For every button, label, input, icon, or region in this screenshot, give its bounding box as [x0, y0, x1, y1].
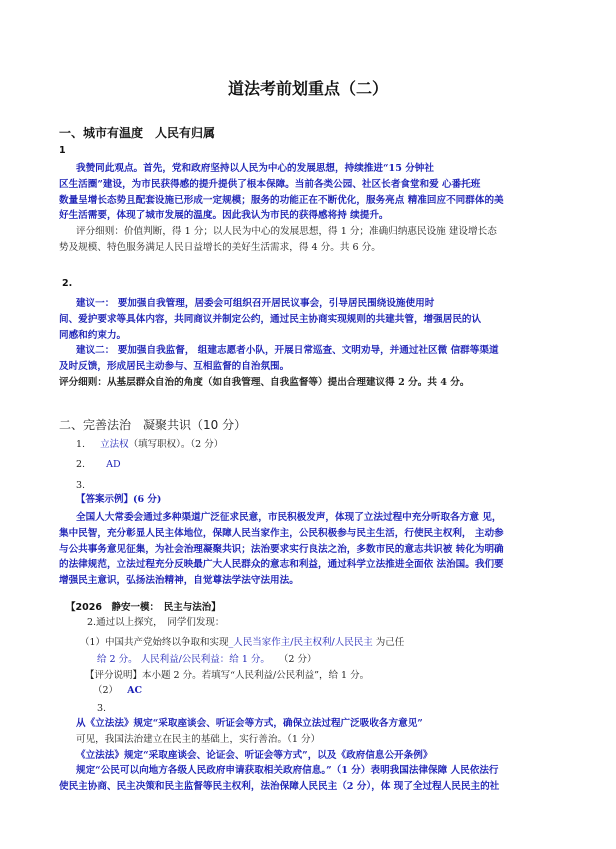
question-number-1: 1 [59, 145, 66, 156]
item-1-score [97, 652, 317, 667]
answer-number-3: 3. [76, 480, 86, 491]
answer-2 [76, 457, 121, 472]
scoring-note: 【评分说明】本小题 2 分。若填写“人民利益/公民利益”，给 1 分。 [85, 670, 370, 681]
answer-line: 从《立法法》规定“采取座谈会、听证会等方式，确保立法过程广泛吸收各方意见” [76, 718, 423, 729]
answer-number: 2. [76, 459, 86, 470]
answer-block-1 [59, 161, 561, 256]
scoring-line: 评分细则：价值判断，得 1 分；以人民为中心的发展思想，得 1 分；准确归纳惠民设施 建设增长态 [76, 226, 497, 238]
answer-line: 集中民智，充分彰显人民主体地位，保障人民当家作主，公民积极参与民主生活，行使民主权利， 主动参 [59, 527, 504, 539]
answer-block-2 [59, 296, 561, 391]
answer-number: 1. [76, 439, 86, 450]
answer-line: 使民主协商、民主决策和民主监督等民主权利，法治保障人民民主（2 分），体 现了全过程人民民主的社 [59, 781, 500, 793]
answer-line: 全国人大常委会通过多种渠道广泛征求民意，市民积极发声，体现了立法过程中充分听取各方意 见， [76, 512, 502, 523]
answer-line: 的法律规范，立法过程充分反映最广大人民群众的意志和利益，通过科学立法推进全面依 法治国。我们要 [59, 559, 504, 571]
answer-text: AD [106, 459, 121, 470]
item-answer: AC [127, 685, 143, 696]
answer-block-4 [59, 716, 561, 795]
answer-line: 数量呈增长态势且配套设施已形成一定规模；服务的功能正在不断优化，服务亮点 精准回应不同群体的美 [59, 194, 504, 206]
answer-text: 立法权 [100, 439, 129, 450]
answer-line: 可见，我国法治建立在民主的基础上，实行善治。（1 分） [76, 733, 321, 745]
item-number: （2） [93, 685, 119, 696]
answer-line: 区生活圈”建设，为市民获得感的提升提供了根本保障。当前各类公园、社区长者食堂和爱 心番托班 [59, 178, 481, 190]
answer-line: 好生活需要，体现了城市发展的温度。因此我认为市民的获得感将持 续提升。 [59, 210, 389, 222]
answer-line: 增强民主意识，弘扬法治精神，自觉尊法学法守法用法。 [59, 575, 299, 587]
score-text: 给 2 分。 人民利益/公民利益：给 1 分。 [97, 654, 270, 665]
item-suffix: 为己任 [372, 637, 405, 648]
item-answer: _人民当家作主/民主权利/人民民主 [228, 637, 373, 648]
answer-1 [76, 437, 223, 452]
item-1 [80, 635, 404, 650]
item-prefix: （1）中国共产党始终以争取和实现 [80, 637, 229, 648]
question-number-2: 2. [62, 278, 73, 289]
scoring-line: 评分细则：从基层群众自治的角度（如自我管理、自我监督等）提出合理建议得 2 分。共 4 分。 [59, 376, 470, 388]
answer-line: 《立法法》规定“采取座谈会、论证会、听证会等方式”，以及《政府信息公开条例》 [76, 749, 433, 761]
score-points: （2 分） [278, 654, 317, 665]
scoring-line: 势及规模、特色服务满足人民日益增长的美好生活需求，得 4 分。共 6 分。 [59, 241, 381, 253]
answer-line: 间、爱护要求等具体内容，共同商议并制定公约，通过民主协商实现规则的共建共管，增强居民的认 [59, 313, 482, 325]
item-2 [93, 683, 142, 698]
answer-line: 我赞同此观点。首先，党和政府坚持以人民为中心的发展思想，持续推进“15 分钟社 [76, 163, 434, 174]
answer-line: 同感和约束力。 [59, 329, 127, 341]
intro-line: 2.通过以上探究， 同学们发现： [87, 617, 225, 628]
section-heading-1: 一、城市有温度 人民有归属 [59, 126, 216, 140]
answer-line: 建议一： 要加强自我管理，居委会可组织召开居民议事会，引导居民围绕设施使用时 [76, 298, 435, 309]
item-number-3: 3. [97, 703, 107, 714]
answer-line: 与公共事务意见征集，为社会治理凝聚共识；法治要求实行良法之治，多数市民的意志共识被 转化为明确 [59, 543, 504, 555]
answer-line: 及时反馈，形成居民主动参与、互相监督的自治氛围。 [59, 361, 290, 373]
page-title: 道法考前划重点（二） [227, 79, 388, 98]
answer-note: （填写职权）。（2 分） [128, 439, 224, 450]
section-heading-3: 【2026 静安一模： 民主与法治】 [66, 602, 221, 613]
section-heading-2: 二、完善法治 凝聚共识（10 分） [59, 418, 247, 432]
answer-example-tag: 【答案示例】(6 分) [76, 494, 162, 505]
answer-line: 建议二： 要加强自我监督， 组建志愿者小队，开展日常巡查、文明劝导，并通过社区微 信群等渠道 [76, 345, 499, 357]
answer-block-3 [59, 510, 561, 589]
answer-line: 规定“公民可以向地方各级人民政府申请获取相关政府信息。”（1 分）表明我国法律保障 人民依法行 [76, 765, 499, 777]
